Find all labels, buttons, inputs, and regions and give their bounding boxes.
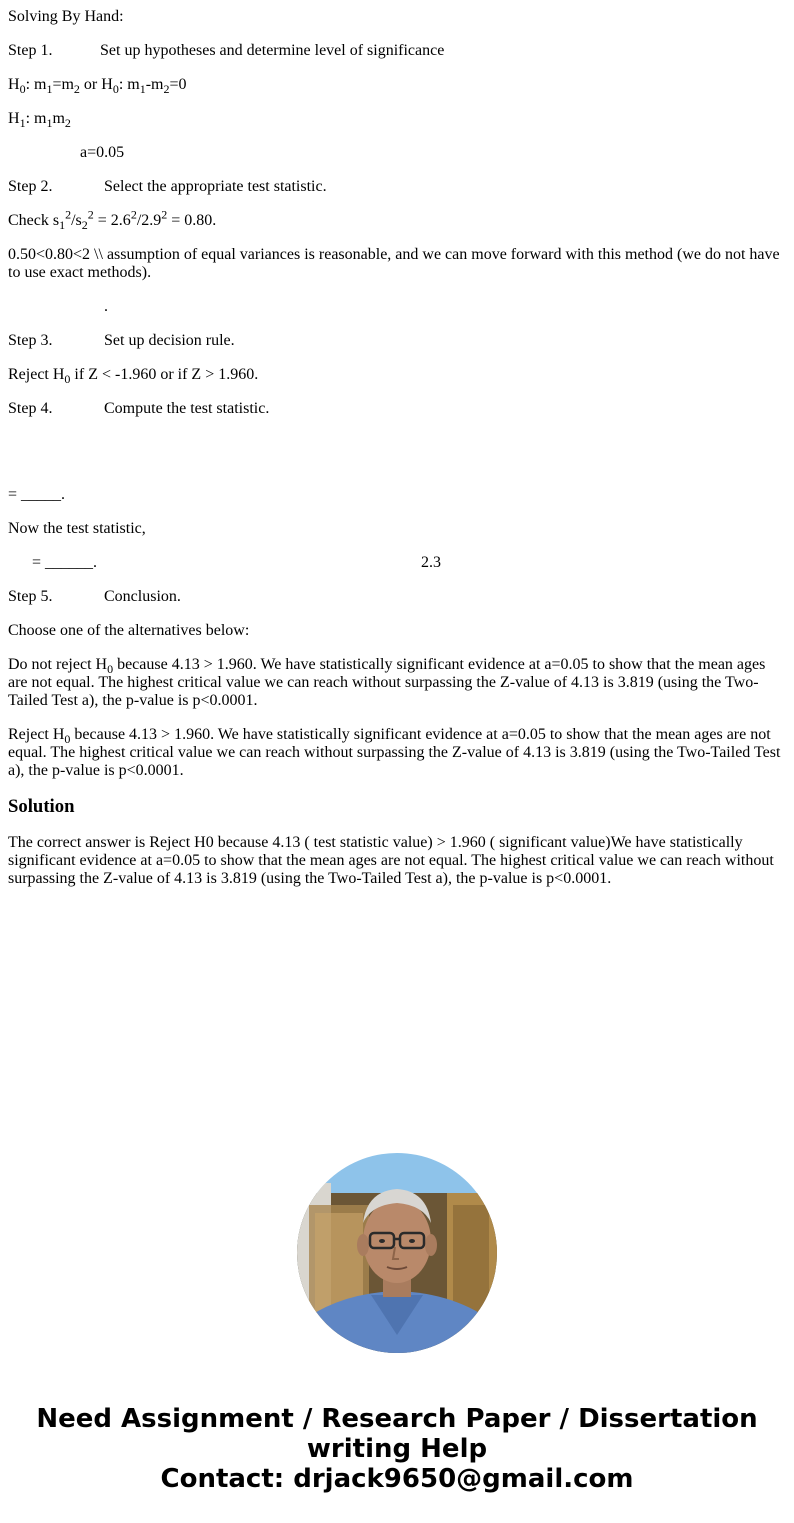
step-2-label: Step 2. [8, 178, 53, 195]
alt1-part: Do not reject H [8, 656, 108, 673]
check-part: /s [71, 212, 82, 229]
step-5-text: Conclusion. [104, 588, 181, 605]
document-body [8, 0, 786, 904]
check-sub: 1 [59, 218, 66, 233]
h1-part: : m [25, 110, 47, 127]
step-1-text: Set up hypotheses and determine level of significance [100, 42, 445, 59]
cta-line-1: Need Assignment / Research Paper / Dissertation [36, 1404, 758, 1434]
alt2-part: Reject H [8, 726, 65, 743]
alt-hypothesis [8, 110, 786, 131]
step-4-label: Step 4. [8, 400, 53, 417]
rule-part: Reject H [8, 366, 65, 383]
formula-placeholder [8, 434, 786, 470]
rule-part: if Z < -1.960 or if Z > 1.960. [70, 366, 259, 383]
rule-sub: 0 [64, 372, 71, 387]
h0-part: -m [145, 76, 164, 93]
doc-title: Solving By Hand: [8, 8, 124, 25]
alt2-part: because 4.13 > 1.960. We have statistically significant evidence at a=0.05 to show that the mean ages are not equal. The highest critical value we can reach without surpassing the Z-value of 4.13 is 3.819 (using the Two-Tailed Test a), the p-value is p<0.0001. [8, 726, 781, 779]
step-5-label: Step 5. [8, 588, 53, 605]
check-part: /2.9 [136, 212, 162, 229]
solution-heading: Solution [8, 796, 75, 817]
check-part: = 0.80. [167, 212, 217, 229]
step-5 [8, 588, 786, 606]
h0-sub: 0 [19, 82, 26, 97]
h0-part: =m [52, 76, 74, 93]
h0-part: H [8, 76, 20, 93]
step-2 [8, 178, 786, 196]
check-sup: 2 [130, 207, 137, 222]
h0-sub: 0 [112, 82, 119, 97]
step-4 [8, 400, 786, 418]
step-3-label: Step 3. [8, 332, 53, 349]
solution-text: The correct answer is Reject H0 because 4.13 ( test statistic value) > 1.960 ( significant value)We have statistically significant evidence at a=0.05 to show that the mean ages are not equal. The highest critical value we can reach without surpassing the Z-value of 4.13 is 3.819 (using the Two-Tailed Test a), the p-value is p<0.0001. [8, 834, 774, 887]
step-3 [8, 332, 786, 350]
alt1-sub: 0 [107, 662, 114, 677]
h1-sub: 1 [19, 116, 26, 131]
cta-contact-email: Contact: drjack9650@gmail.com [160, 1464, 634, 1494]
z-value-note: 2.3 [421, 554, 442, 571]
check-sup: 2 [161, 207, 168, 222]
decision-rule [8, 366, 786, 387]
h1-sub: 2 [64, 116, 71, 131]
h1-part: H [8, 110, 20, 127]
alt2-sub: 0 [64, 732, 71, 747]
h0-sub: 1 [46, 82, 53, 97]
alpha-level: a=0.05 [80, 144, 125, 161]
alternative-1 [8, 656, 786, 710]
check-part: Check s [8, 212, 60, 229]
h0-sub: 1 [139, 82, 146, 97]
contact-banner [0, 1404, 794, 1494]
check-sub: 2 [81, 218, 88, 233]
sp-equation: = _____. [8, 486, 66, 503]
h0-part: or H [79, 76, 113, 93]
check-sup: 2 [65, 207, 72, 222]
h1-part: m [52, 110, 65, 127]
h0-part: =0 [169, 76, 187, 93]
dot-line: . [104, 298, 108, 315]
step-1-label: Step 1. [8, 42, 53, 59]
now-test-statistic: Now the test statistic, [8, 520, 146, 537]
assumption-text: 0.50<0.80<2 \\ assumption of equal variances is reasonable, and we can move forward with this method (we do not have to use exact methods). [8, 246, 780, 281]
h0-part: : m [25, 76, 47, 93]
h0-sub: 2 [163, 82, 170, 97]
h0-part: : m [118, 76, 140, 93]
avatar-portrait [297, 1153, 497, 1353]
h1-sub: 1 [46, 116, 53, 131]
h0-sub: 2 [73, 82, 80, 97]
cta-line-2: writing Help [306, 1434, 488, 1464]
variance-check [8, 207, 786, 233]
step-2-text: Select the appropriate test statistic. [104, 178, 327, 195]
z-equation-line [8, 554, 786, 572]
step-1 [8, 42, 786, 60]
avatar [297, 1153, 497, 1353]
step-4-text: Compute the test statistic. [104, 400, 270, 417]
step-3-text: Set up decision rule. [104, 332, 235, 349]
z-equation: = ______. [32, 554, 98, 571]
alt1-part: because 4.13 > 1.960. We have statistically significant evidence at a=0.05 to show that the mean ages are not equal. The highest critical value we can reach without surpassing the Z-value of 4.13 is 3.819 (using the Two-Tailed Test a), the p-value is p<0.0001. [8, 656, 766, 709]
null-hypothesis [8, 76, 786, 97]
check-sup: 2 [87, 207, 94, 222]
check-part: = 2.6 [93, 212, 131, 229]
alternative-2 [8, 726, 786, 780]
choose-alternative: Choose one of the alternatives below: [8, 622, 250, 639]
